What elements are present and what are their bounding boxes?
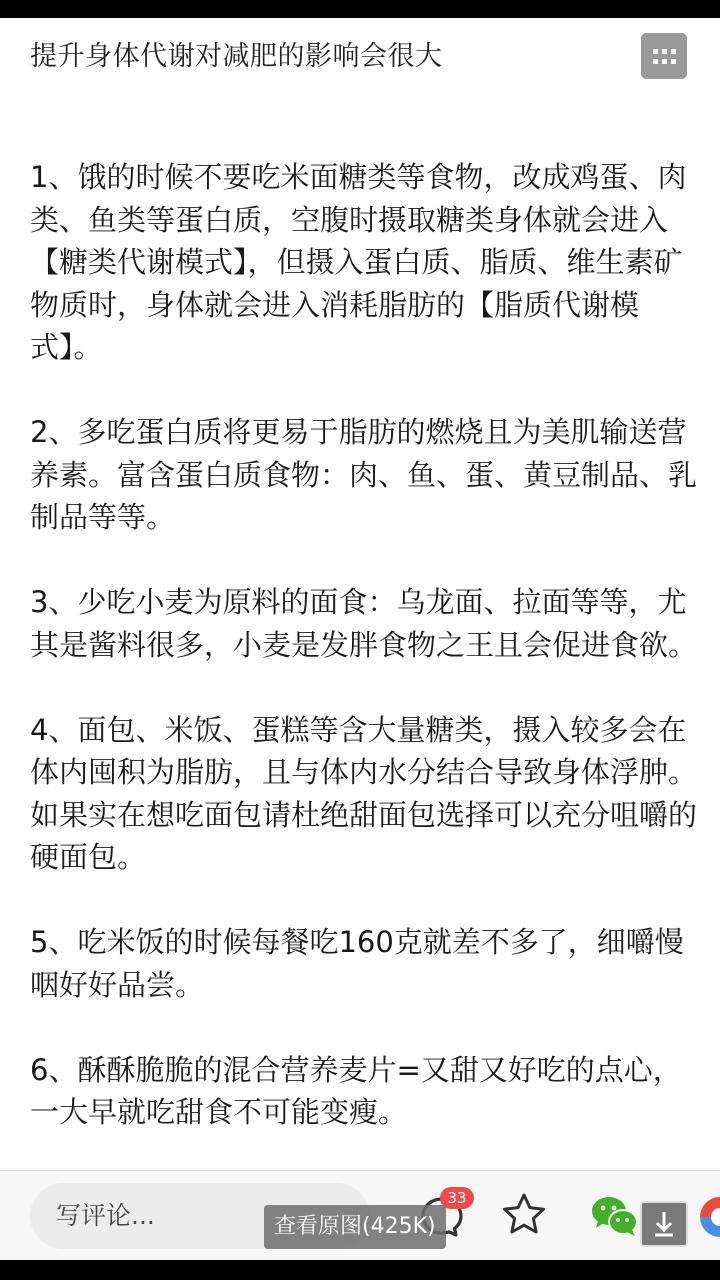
article-paragraph: 2、多吃蛋白质将更易于脂肪的燃烧且为美肌输送营养素。富含蛋白质食物：肉、鱼、蛋、黄豆制品、乳制品等等。 [30,415,698,534]
grid-dot [662,59,667,64]
article-body [30,156,700,1176]
article-paragraph: 4、面包、米饭、蛋糕等含大量糖类，摄入较多会在体内囤积为脂肪，且与体内水分结合导致身体浮肿。如果实在想吃面包请杜绝甜面包选择可以充分咀嚼的硬面包。 [30,712,698,874]
grid-dot [671,49,676,54]
download-icon [642,1203,686,1245]
view-original-button[interactable]: 查看原图(425K) [264,1205,446,1249]
comment-input[interactable]: 写评论... [30,1183,370,1249]
wechat-icon[interactable] [590,1193,640,1239]
article-paragraph: 6、酥酥脆脆的混合营养麦片=又甜又好吃的点心，一大早就吃甜食不可能变瘦。 [30,1052,682,1129]
grid-dot [653,49,658,54]
grid-dot [671,59,676,64]
star-icon[interactable] [500,1191,548,1239]
article-paragraph: 5、吃米饭的时候每餐吃160克就差不多了，细嚼慢咽好好品尝。 [30,925,684,1002]
download-button[interactable] [640,1201,688,1247]
article-paragraph: 3、少吃小麦为原料的面食：乌龙面、拉面等等，尤其是酱料很多，小麦是发胖食物之王且会促进食欲。 [30,585,698,662]
bottom-toolbar [0,1170,720,1260]
grid-menu-button[interactable] [641,33,687,79]
page-title: 提升身体代谢对减肥的影响会很大 [30,41,443,72]
comment-count-badge: 33 [440,1187,474,1209]
grid-dot [653,59,658,64]
article-paragraph: 1、饿的时候不要吃米面糖类等食物，改成鸡蛋、肉类、鱼类等蛋白质，空腹时摄取糖类身体就会进入【糖类代谢模式】，但摄入蛋白质、脂质、维生素矿物质时，身体就会进入消耗脂肪的【脂质代谢模式】。 [30,160,687,364]
moments-icon[interactable] [698,1195,720,1239]
screen [0,18,720,1260]
grid-dot [662,49,667,54]
